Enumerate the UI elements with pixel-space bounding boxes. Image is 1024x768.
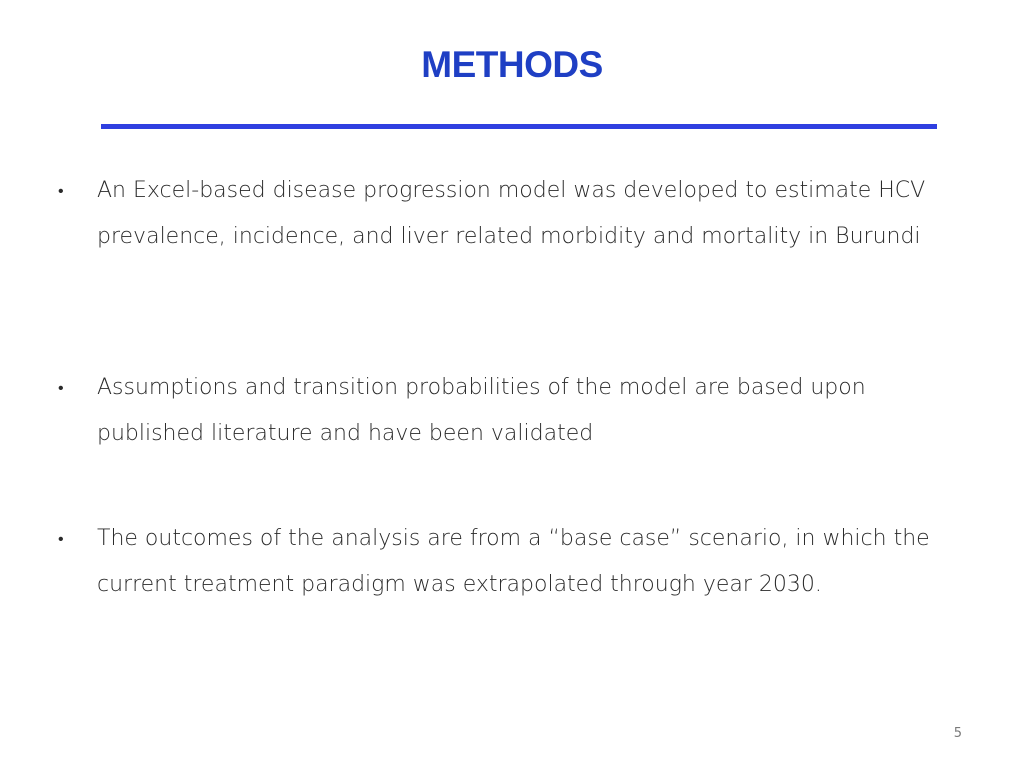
bullet-item-2 <box>58 365 977 457</box>
bullet-text: The outcomes of the analysis are from a “base case” scenario, in which the current treatment paradigm was extrapolated through year 2030. <box>97 526 930 597</box>
bullet-text: An Excel-based disease progression model was developed to estimate HCV prevalence, incidence, and liver related morbidity and mortality in Burundi <box>97 178 926 249</box>
bullet-item-3 <box>58 516 977 608</box>
slide-title: METHODS <box>421 44 603 85</box>
bullet-text: Assumptions and transition probabilities of the model are based upon published literature and have been validated <box>97 375 866 446</box>
bullet-item-1 <box>58 168 977 260</box>
bullet-marker: • <box>58 181 64 200</box>
bullet-marker: • <box>58 378 64 397</box>
bullet-marker: • <box>58 529 64 548</box>
page-number: 5 <box>953 726 962 741</box>
